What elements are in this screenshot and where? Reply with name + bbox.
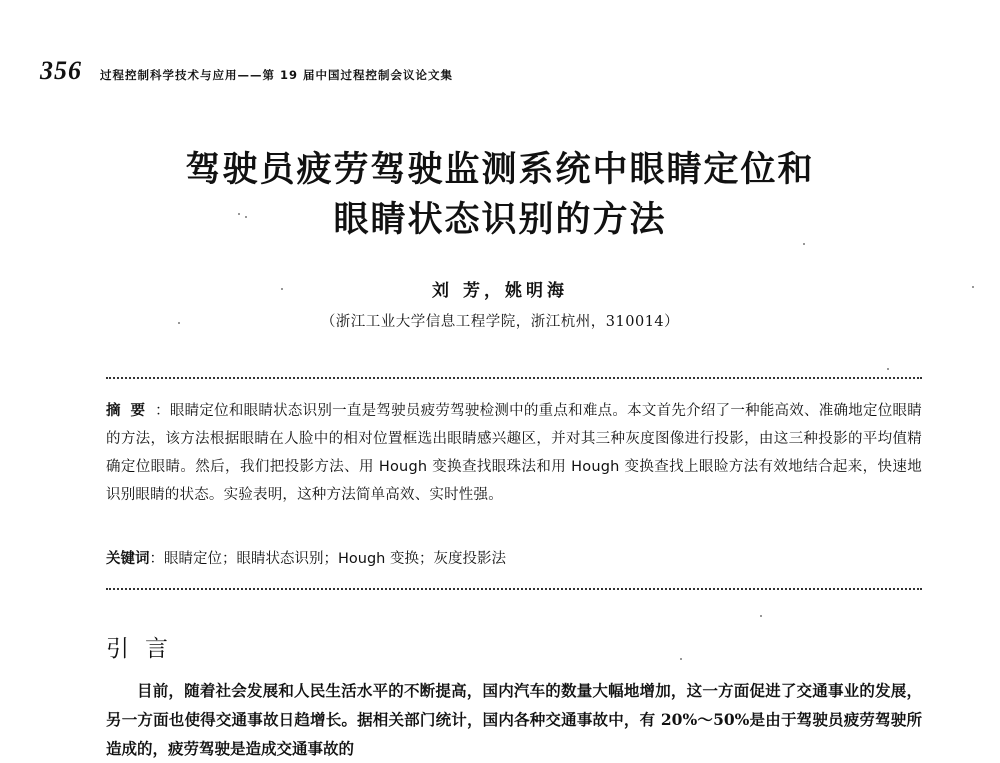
scan-speck: [281, 288, 283, 290]
keywords-text: 眼睛定位；眼睛状态识别；Hough 变换；灰度投影法: [164, 551, 506, 567]
abstract-block: [106, 397, 922, 509]
journal-title: 过程控制科学技术与应用——第 19 届中国过程控制会议论文集: [100, 68, 454, 82]
author-list: 刘 芳，姚明海: [432, 281, 568, 301]
abstract-separator: ：: [155, 403, 170, 419]
scan-speck: [680, 658, 682, 660]
scan-speck: [972, 286, 974, 288]
scan-speck: [803, 243, 805, 245]
scan-speck: [238, 213, 240, 215]
keywords-label: 关键词: [106, 550, 150, 567]
author-affiliation: （浙江工业大学信息工程学院，浙江杭州，310014）: [320, 314, 680, 330]
abstract-text: 眼睛定位和眼睛状态识别一直是驾驶员疲劳驾驶检测中的重点和难点。本文首先介绍了一种能高效、准确地定位眼睛的方法，该方法根据眼睛在人脸中的相对位置框选出眼睛感兴趣区，并对其三种灰度图像进行投影，由这三种投影的平均值精确定位眼睛。然后，我们把投影方法、用 Hough 变换查找眼珠法和用 Hough 变换查找上眼睑方法有效地结合起来，快速地识别眼睛的状态。实验表明，这种方法简单高效、实时性强。: [106, 403, 923, 503]
scan-speck: [178, 322, 180, 324]
keywords-separator: ：: [149, 551, 164, 567]
abstract-bottom-divider: [106, 588, 922, 590]
introduction-paragraph: 目前，随着社会发展和人民生活水平的不断提高，国内汽车的数量大幅地增加，这一方面促进了交通事业的发展，另一方面也使得交通事故日趋增长。据相关部门统计，国内各种交通事故中，有 20%～50%是由于驾驶员疲劳驾驶所造成的，疲劳驾驶是造成交通事故的: [106, 681, 922, 758]
abstract-label: 摘要: [106, 402, 156, 419]
keywords-block: [106, 545, 922, 573]
running-header: [40, 56, 453, 86]
abstract-top-divider: [106, 377, 922, 379]
scan-speck: [760, 615, 762, 617]
page-number: 356: [40, 56, 82, 85]
section-heading-introduction: 引言: [106, 636, 184, 662]
scan-speck: [887, 368, 889, 370]
paper-title-line-1: 驾驶员疲劳驾驶监测系统中眼睛定位和: [185, 149, 815, 190]
paper-title-line-2: 眼睛状态识别的方法: [333, 199, 667, 240]
scan-speck: [245, 216, 247, 218]
